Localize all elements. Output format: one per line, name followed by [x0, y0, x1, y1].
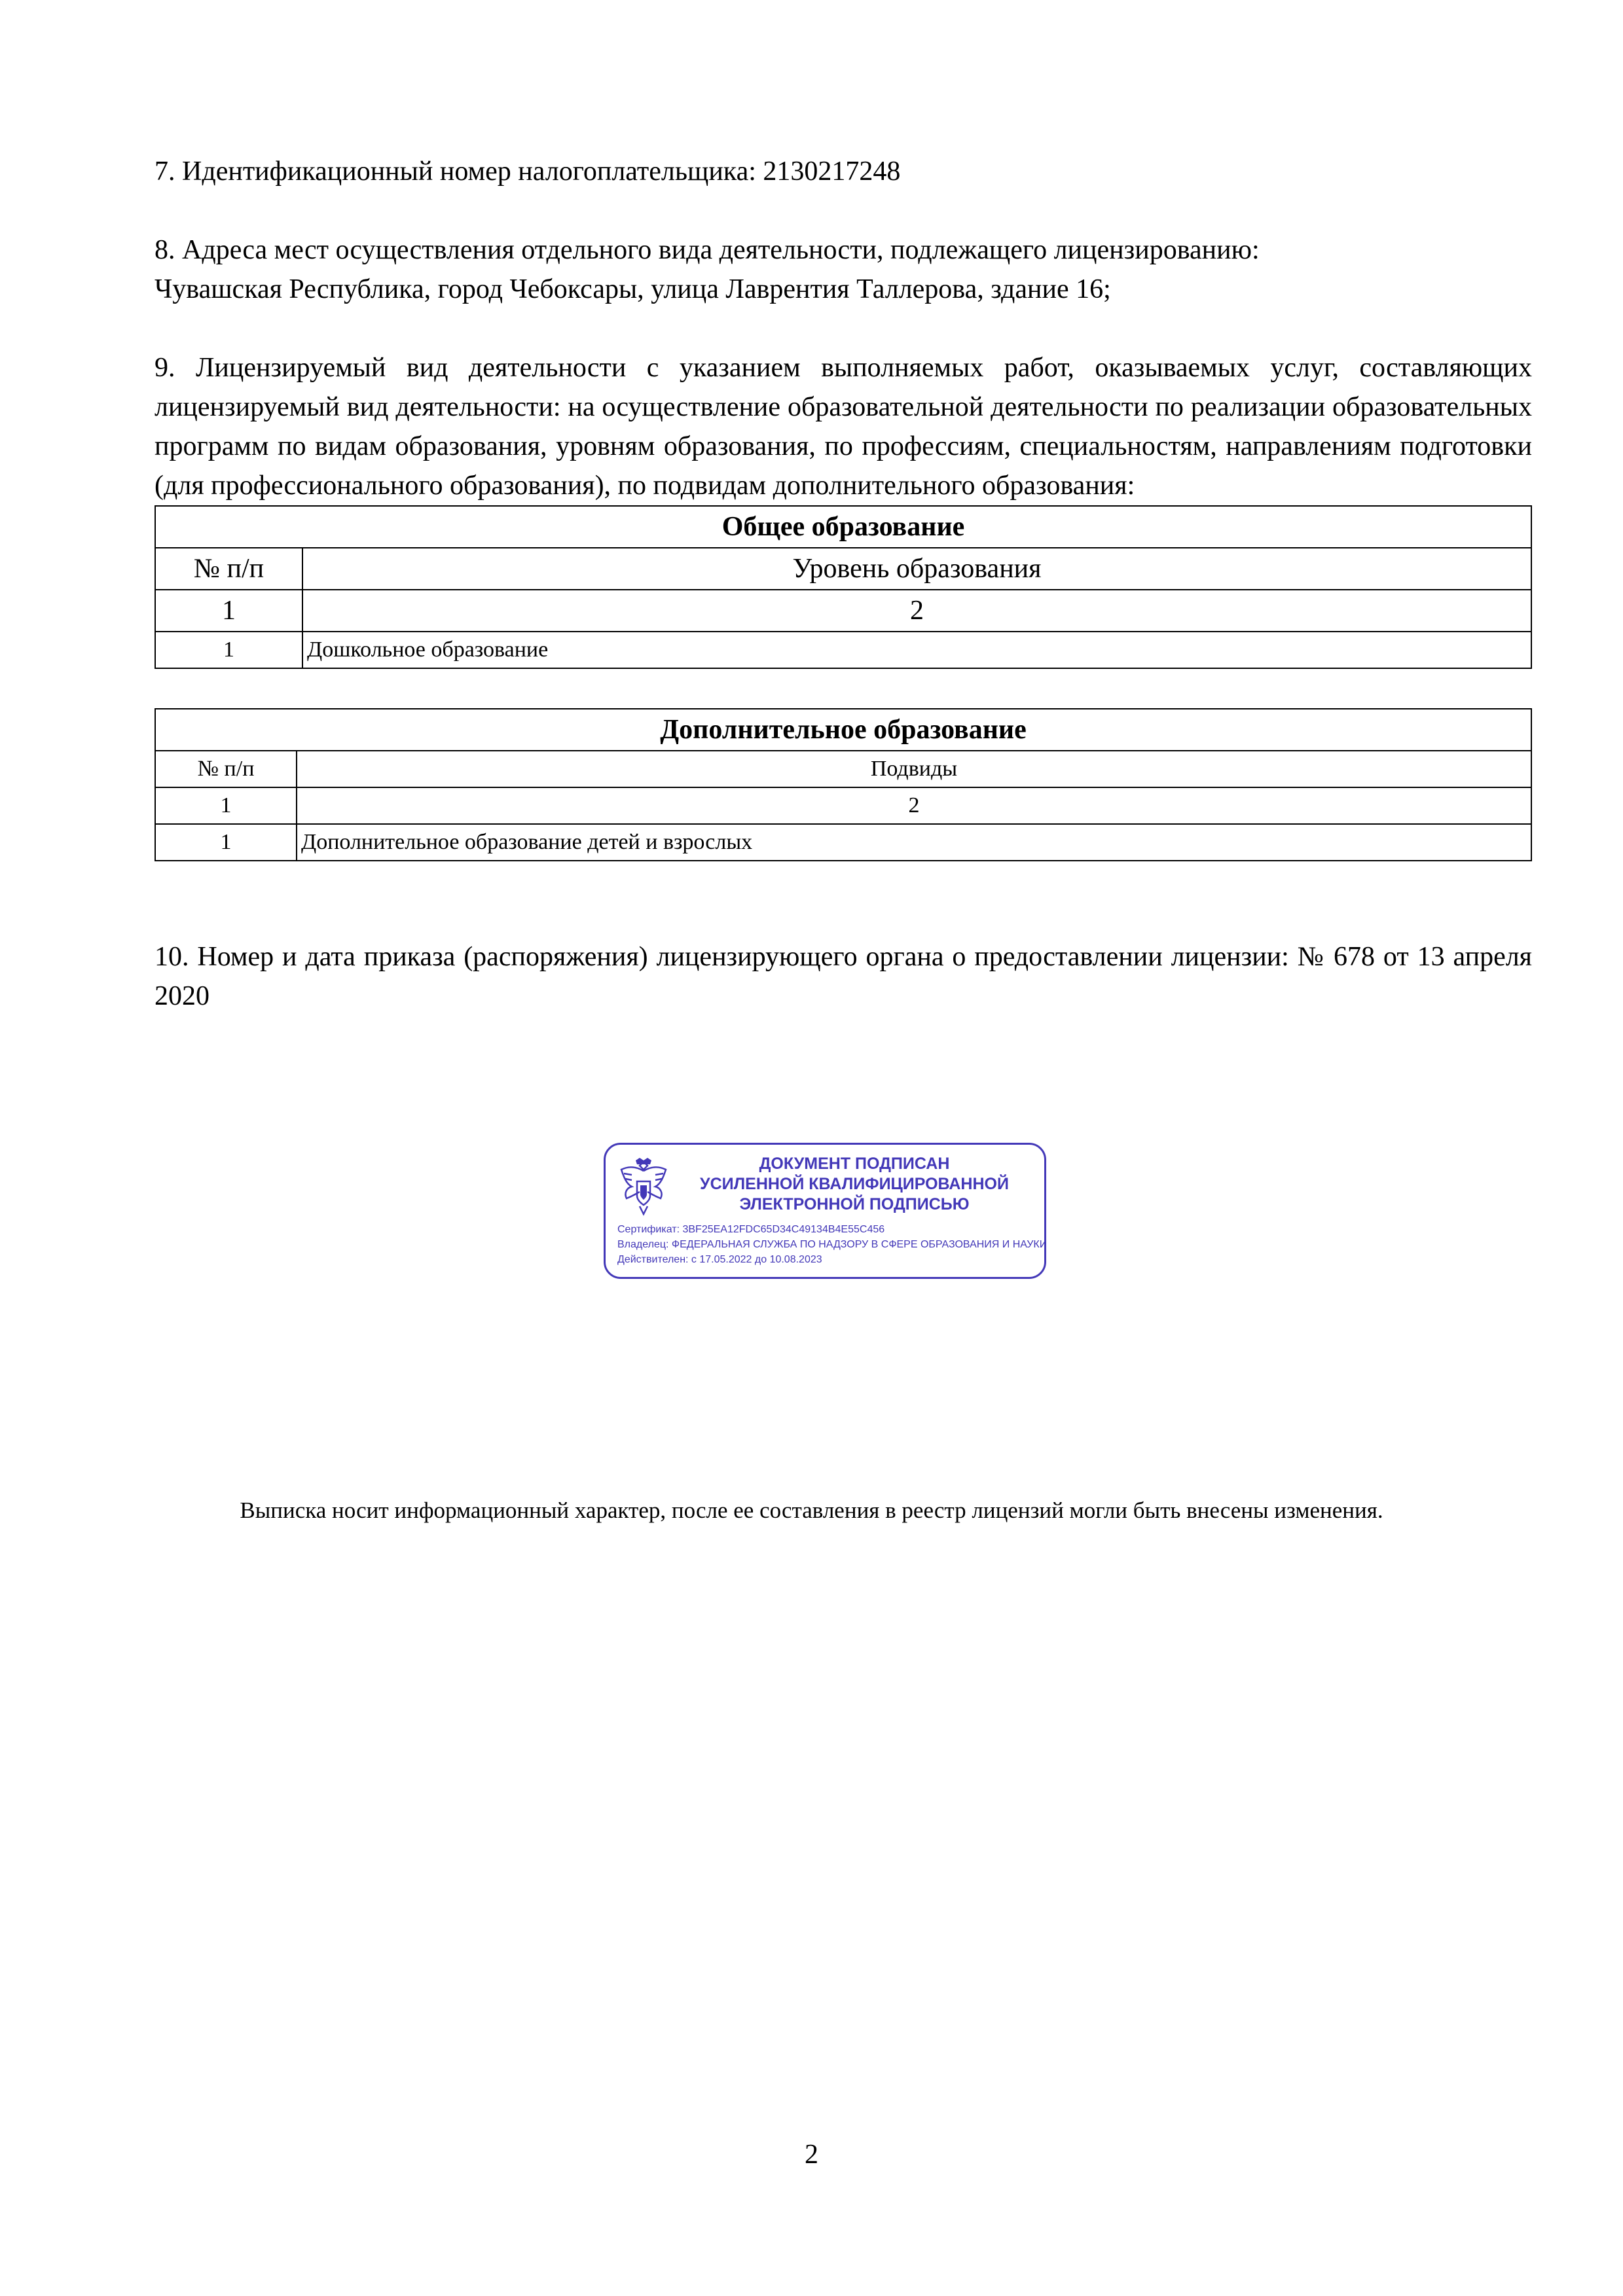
- row-value-cell: Дополнительное образование детей и взрослых: [297, 824, 1531, 861]
- stamp-title-line-2: УСИЛЕННОЙ КВАЛИФИЦИРОВАННОЙ: [700, 1175, 1009, 1193]
- footer-note: Выписка носит информационный характер, после ее составления в реестр лицензий могли быть внесены изменения.: [240, 1498, 1383, 1523]
- page-number: 2: [805, 2140, 818, 2170]
- stamp-title-line-1: ДОКУМЕНТ ПОДПИСАН: [759, 1155, 950, 1173]
- stamp-title: [671, 1154, 1038, 1215]
- table-title-row: [155, 506, 1531, 548]
- stamp-title-line-3: ЭЛЕКТРОННОЙ ПОДПИСЬЮ: [739, 1195, 970, 1213]
- index-cell-2: 2: [297, 787, 1531, 824]
- column-header-number: № п/п: [155, 751, 297, 787]
- order-paragraph: 10. Номер и дата приказа (распоряжения) лицензирующего органа о предоставлении лицензии: № 678 от 13 апреля 2020: [155, 942, 1532, 1011]
- index-cell-1: 1: [155, 787, 297, 824]
- table-header-row: [155, 751, 1531, 787]
- row-number-cell: 1: [155, 824, 297, 861]
- general-education-table: [155, 505, 1532, 669]
- additional-education-table: [155, 708, 1532, 861]
- address-line: Чувашская Республика, город Чебоксары, улица Лаврентия Таллерова, здание 16;: [155, 274, 1111, 304]
- column-header-number: № п/п: [155, 548, 302, 590]
- table-title-row: [155, 709, 1531, 751]
- stamp-certificate: Сертификат: 3BF25EA12FDC65D34C49134B4E55C456: [617, 1224, 885, 1235]
- table-index-row: [155, 787, 1531, 824]
- addresses-heading: 8. Адреса мест осуществления отдельного вида деятельности, подлежащего лицензированию:: [155, 235, 1260, 265]
- column-header-subtypes: Подвиды: [297, 751, 1531, 787]
- general-education-title: Общее образование: [155, 506, 1531, 548]
- additional-education-title: Дополнительное образование: [155, 709, 1531, 751]
- electronic-signature-stamp: [604, 1143, 1046, 1279]
- index-cell-1: 1: [155, 590, 302, 632]
- document-body: [155, 152, 1532, 1016]
- stamp-owner: Владелец: ФЕДЕРАЛЬНАЯ СЛУЖБА ПО НАДЗОРУ В СФЕРЕ ОБРАЗОВАНИЯ И НАУКИ: [617, 1239, 1048, 1250]
- column-header-level: Уровень образования: [302, 548, 1531, 590]
- inn-line: 7. Идентификационный номер налогоплательщика: 2130217248: [155, 156, 901, 187]
- row-value-cell: Дошкольное образование: [302, 632, 1531, 668]
- stamp-validity: Действителен: с 17.05.2022 до 10.08.2023: [617, 1254, 822, 1265]
- coat-of-arms-icon: [617, 1155, 670, 1218]
- table-row: [155, 824, 1531, 861]
- row-number-cell: 1: [155, 632, 302, 668]
- table-header-row: [155, 548, 1531, 590]
- table-index-row: [155, 590, 1531, 632]
- table-row: [155, 632, 1531, 668]
- index-cell-2: 2: [302, 590, 1531, 632]
- activity-paragraph: 9. Лицензируемый вид деятельности с указанием выполняемых работ, оказываемых услуг, составляющих лицензируемый вид деятельности: на осуществление образовательной деятельности по реализации образовательных программ по видам образования, уровням образования, по профессиям, специальностям, направлениям подготовки (для профессионального образования), по подвидам дополнительного образования:: [155, 353, 1532, 501]
